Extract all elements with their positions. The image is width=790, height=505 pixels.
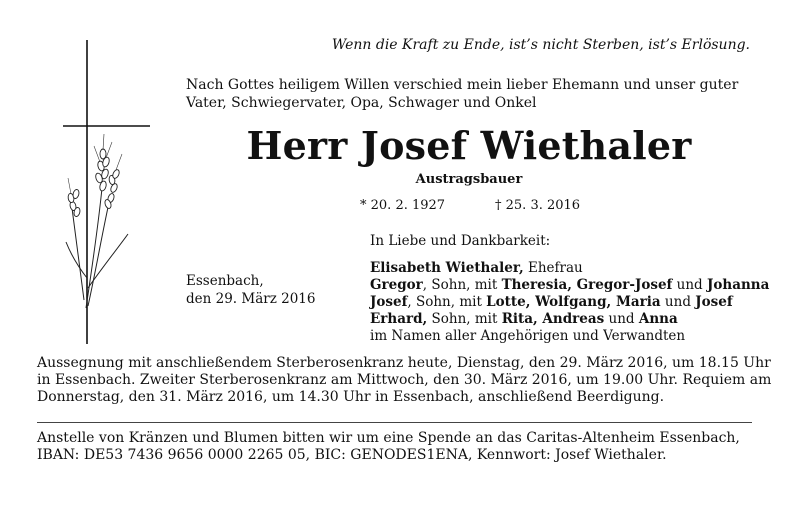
mourner-role: Sohn, mit xyxy=(427,311,502,327)
deceased-name: Herr Josef Wiethaler xyxy=(246,123,692,168)
connector: und xyxy=(672,277,707,293)
place-city: Essenbach, xyxy=(186,273,264,289)
mourner-name: Gregor xyxy=(370,277,423,293)
mourner-line xyxy=(370,294,755,311)
mourner-role: , Sohn, mit xyxy=(422,277,502,293)
place-date-text: den 29. März 2016 xyxy=(186,291,316,307)
birth-date: * 20. 2. 1927 xyxy=(360,198,446,213)
intro-line: Vater, Schwiegervater, Opa, Schwager und Onkel xyxy=(186,95,537,111)
mourner-name: Johanna xyxy=(707,277,770,293)
mourner-name: Erhard, xyxy=(370,311,428,327)
mourner-line xyxy=(370,277,770,294)
donation-line: IBAN: DE53 7436 9656 0000 2265 05, BIC: GENODES1ENA, Kennwort: Josef Wiethaler. xyxy=(37,447,667,463)
epigraph-quote: Wenn die Kraft zu Ende, ist’s nicht Sterben, ist’s Erlösung. xyxy=(331,37,750,53)
intro-line: Nach Gottes heiligem Willen verschied mein lieber Ehemann und unser guter xyxy=(186,77,739,93)
service-line: Aussegnung mit anschließendem Sterberosenkranz heute, Dienstag, den 29. März 2016, um 18.15 Uhr xyxy=(37,355,771,371)
mourner-name: Elisabeth Wiethaler, xyxy=(370,260,524,276)
mourner-name: Josef xyxy=(370,294,408,310)
service-line: Donnerstag, den 31. März 2016, um 14.30 Uhr in Essenbach, anschließend Beerdigung. xyxy=(37,389,665,405)
mourner-name: Lotte, Wolfgang, Maria xyxy=(486,294,661,310)
occupation: Austragsbauer xyxy=(415,172,523,187)
connector: und xyxy=(604,311,639,327)
mourners-list xyxy=(370,233,770,345)
service-line: in Essenbach. Zweiter Sterberosenkranz am Mittwoch, den 30. März 2016, um 19.00 Uhr. Requiem am xyxy=(37,372,772,388)
announcement-intro xyxy=(186,76,752,112)
mourner-line xyxy=(370,260,755,277)
mourner-role: Ehefrau xyxy=(523,260,583,276)
mourner-role: , Sohn, mit xyxy=(407,294,487,310)
mourners-intro: In Liebe und Dankbarkeit: xyxy=(370,233,551,249)
divider xyxy=(37,422,752,423)
mourner-line xyxy=(370,311,755,328)
service-details xyxy=(37,355,772,406)
donation-request xyxy=(37,430,752,464)
mourner-name: Anna xyxy=(638,311,678,327)
mourners-closing: im Namen aller Angehörigen und Verwandten xyxy=(370,328,686,344)
cross-with-wheat-icon xyxy=(62,38,152,348)
mourner-name: Theresia, Gregor-Josef xyxy=(501,277,673,293)
mourner-name: Josef xyxy=(695,294,733,310)
connector: und xyxy=(660,294,696,310)
donation-line: Anstelle von Kränzen und Blumen bitten wir um eine Spende an das Caritas-Altenheim Essenbach, xyxy=(37,430,740,446)
mourner-name: Rita, Andreas xyxy=(501,311,605,327)
place-date xyxy=(186,272,315,308)
death-date: † 25. 3. 2016 xyxy=(495,198,581,213)
